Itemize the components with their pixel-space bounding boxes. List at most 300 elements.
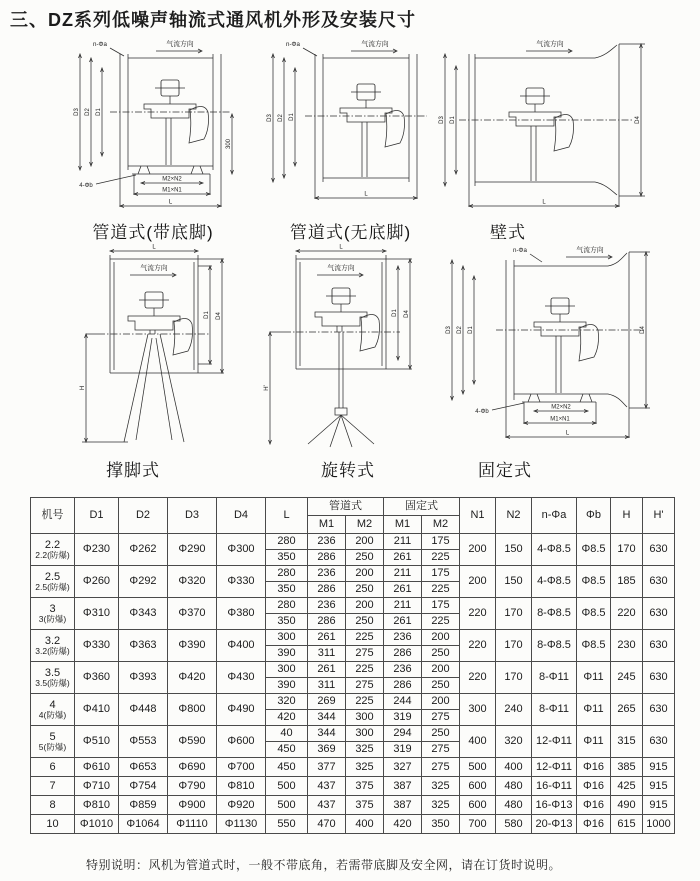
drawing-path — [608, 394, 627, 407]
duct-no-feet-drawing — [253, 36, 448, 216]
table-cell: 275 — [346, 678, 384, 694]
duct-with-feet-drawing — [58, 36, 248, 216]
diagram-duct-no-feet — [253, 36, 448, 243]
table-cell: 175 — [422, 534, 460, 550]
table-cell: Φ370 — [168, 598, 217, 630]
table-cell: 10 — [31, 815, 75, 834]
table-cell: Φ290 — [168, 534, 217, 566]
table-cell: 200 — [422, 630, 460, 646]
table-cell: Φ510 — [75, 726, 119, 758]
table-cell: 580 — [496, 815, 532, 834]
table-cell: 630 — [643, 662, 675, 694]
table-cell: 250 — [422, 646, 460, 662]
drawing-path — [360, 314, 380, 351]
table-cell: 244 — [384, 694, 422, 710]
dim-label: M2×N2 — [162, 176, 182, 183]
fixed-drawing — [438, 242, 696, 454]
drawing-line — [96, 175, 136, 184]
table-row — [31, 662, 675, 678]
table-cell: Φ8.5 — [577, 566, 611, 598]
dim-label: L — [339, 244, 343, 251]
table-cell: 400 — [346, 815, 384, 834]
table-cell: 550 — [266, 815, 308, 834]
table-cell: 275 — [422, 710, 460, 726]
table-cell: Φ810 — [75, 796, 119, 815]
table-cell: 350 — [266, 582, 308, 598]
table-cell: 200 — [422, 662, 460, 678]
dim-label: H — [80, 385, 86, 391]
table-cell: 250 — [346, 614, 384, 630]
table-cell: 286 — [308, 582, 346, 598]
table-cell: Φ16 — [577, 758, 611, 777]
table-cell: 350 — [266, 614, 308, 630]
dim-label: 4-Φb — [475, 409, 489, 415]
table-cell: 200 — [346, 566, 384, 582]
table-cell: 325 — [422, 796, 460, 815]
table-cell: 615 — [611, 815, 643, 834]
table-cell: 286 — [308, 550, 346, 566]
col-header-fixed-m1: M1 — [384, 516, 422, 534]
table-cell: 450 — [266, 742, 308, 758]
table-cell: 311 — [308, 646, 346, 662]
table-cell: 3 3(防爆) — [31, 598, 75, 630]
table-row — [31, 777, 675, 796]
table-body — [31, 534, 675, 834]
table-cell: Φ292 — [119, 566, 168, 598]
col-header-model: 机号 — [31, 498, 75, 534]
table-cell: 300 — [346, 726, 384, 742]
table-cell: Φ230 — [75, 534, 119, 566]
table-cell: 369 — [308, 742, 346, 758]
table-cell: Φ700 — [217, 758, 266, 777]
table-cell: 420 — [266, 710, 308, 726]
dim-label: D3 — [446, 326, 452, 334]
dim-label: n-Φa — [513, 247, 527, 254]
table-cell: Φ710 — [75, 777, 119, 796]
table-cell: 211 — [384, 598, 422, 614]
dim-label: D3 — [267, 114, 273, 122]
table-cell: Φ610 — [75, 758, 119, 777]
table-cell: 325 — [346, 742, 384, 758]
table-cell: 375 — [346, 777, 384, 796]
table-row — [31, 758, 675, 777]
table-cell: Φ16 — [577, 815, 611, 834]
table-cell: Φ262 — [119, 534, 168, 566]
table-cell: 390 — [266, 646, 308, 662]
table-cell: Φ11 — [577, 662, 611, 694]
drawing-line — [530, 254, 542, 262]
table-cell: 236 — [384, 662, 422, 678]
drawing-path — [315, 312, 367, 326]
table-cell: 236 — [384, 630, 422, 646]
table-cell: 300 — [266, 662, 308, 678]
dim-label: 气流方向 — [536, 41, 564, 48]
diagram-caption: 管道式(无底脚) — [289, 223, 412, 242]
table-cell: Φ810 — [217, 777, 266, 796]
support-leg-drawing — [58, 242, 248, 454]
stand-collar — [335, 408, 347, 415]
diagram-caption: 旋转式 — [321, 461, 375, 480]
col-header-na: n-Φa — [532, 498, 577, 534]
table-cell: 261 — [384, 550, 422, 566]
diagram-caption: 固定式 — [478, 461, 532, 480]
table-cell: 275 — [346, 646, 384, 662]
diagram-caption: 撑脚式 — [106, 461, 160, 480]
table-cell: Φ553 — [119, 726, 168, 758]
table-cell: Φ343 — [119, 598, 168, 630]
table-cell: 630 — [643, 726, 675, 758]
table-cell: 12-Φ11 — [532, 758, 577, 777]
table-cell: 630 — [643, 598, 675, 630]
dim-label: D1 — [392, 309, 398, 317]
dim-label: M2×N2 — [551, 404, 571, 411]
table-cell: Φ859 — [119, 796, 168, 815]
col-header-l: L — [266, 498, 308, 534]
table-cell: Φ360 — [75, 662, 119, 694]
table-cell: 170 — [496, 598, 532, 630]
table-cell: 300 — [460, 694, 496, 726]
table-cell: Φ590 — [168, 726, 217, 758]
table-cell: 240 — [496, 694, 532, 726]
dim-label: D2 — [278, 114, 284, 122]
dim-label: D1 — [450, 116, 456, 124]
table-cell: Φ1010 — [75, 815, 119, 834]
table-cell: 480 — [496, 796, 532, 815]
drawing-path — [534, 322, 586, 336]
table-cell: Φ430 — [217, 662, 266, 694]
table-cell: 236 — [308, 566, 346, 582]
table-cell: Φ400 — [217, 630, 266, 662]
table-cell: 3.2 3.2(防爆) — [31, 630, 75, 662]
col-header-fb: Φb — [577, 498, 611, 534]
table-cell: 220 — [611, 598, 643, 630]
table-cell: 261 — [384, 614, 422, 630]
table-cell: 327 — [384, 758, 422, 777]
table-cell: Φ653 — [119, 758, 168, 777]
table-cell: 225 — [346, 662, 384, 678]
table-cell: 350 — [266, 550, 308, 566]
table-cell: Φ600 — [217, 726, 266, 758]
diagram-rotary — [248, 242, 448, 481]
table-cell: 344 — [308, 710, 346, 726]
table-cell: 630 — [643, 694, 675, 726]
table-cell: 437 — [308, 777, 346, 796]
rotary-drawing — [248, 242, 448, 454]
table-cell: 500 — [266, 796, 308, 815]
diagram-duct-with-feet — [58, 36, 248, 243]
table-cell: 630 — [643, 534, 675, 566]
table-cell: 470 — [308, 815, 346, 834]
table-row — [31, 815, 675, 834]
drawing-line — [110, 48, 124, 56]
col-header-duct-m2: M2 — [346, 516, 384, 534]
drawing-path — [173, 318, 193, 355]
table-cell: Φ380 — [217, 598, 266, 630]
dim-label: D1 — [468, 326, 474, 334]
table-cell: 300 — [266, 630, 308, 646]
table-cell: 261 — [308, 630, 346, 646]
table-cell: Φ420 — [168, 662, 217, 694]
table-cell: 261 — [384, 582, 422, 598]
table-cell: 175 — [422, 566, 460, 582]
table-cell: 500 — [460, 758, 496, 777]
table-cell: 4 4(防爆) — [31, 694, 75, 726]
col-header-d4: D4 — [217, 498, 266, 534]
table-cell: 385 — [611, 758, 643, 777]
table-cell: 185 — [611, 566, 643, 598]
table-cell: 387 — [384, 796, 422, 815]
table-cell: Φ490 — [217, 694, 266, 726]
table-cell: 220 — [460, 662, 496, 694]
dim-label: 4-Φb — [79, 183, 93, 189]
table-cell: 236 — [308, 598, 346, 614]
table-cell: 425 — [611, 777, 643, 796]
table-cell: 294 — [384, 726, 422, 742]
table-cell: 225 — [346, 694, 384, 710]
table-cell: Φ8.5 — [577, 630, 611, 662]
table-cell: 286 — [384, 646, 422, 662]
table-cell: 319 — [384, 742, 422, 758]
table-cell: 600 — [460, 777, 496, 796]
table-row — [31, 598, 675, 614]
table-cell: 375 — [346, 796, 384, 815]
dim-label: L — [542, 199, 546, 206]
col-header-h2: H' — [643, 498, 675, 534]
table-cell: 200 — [346, 534, 384, 550]
diagram-support-leg — [58, 242, 248, 481]
dim-label: H' — [264, 385, 270, 391]
col-header-d3: D3 — [168, 498, 217, 534]
table-cell: 286 — [308, 614, 346, 630]
drawing-path — [138, 166, 203, 174]
table-cell: 250 — [422, 678, 460, 694]
table-cell: 220 — [460, 598, 496, 630]
table-cell: Φ1110 — [168, 815, 217, 834]
table-cell: 250 — [422, 726, 460, 742]
table-row — [31, 796, 675, 815]
table-cell: 325 — [346, 758, 384, 777]
drawing-path — [509, 112, 561, 126]
dim-label: D4 — [216, 312, 222, 320]
table-cell: Φ690 — [168, 758, 217, 777]
table-cell: 275 — [422, 742, 460, 758]
table-cell: 225 — [422, 614, 460, 630]
drawing-line — [492, 403, 524, 410]
table-cell: Φ410 — [75, 694, 119, 726]
table-cell: 236 — [308, 534, 346, 550]
table-cell: 377 — [308, 758, 346, 777]
dim-label: n-Φa — [93, 41, 107, 48]
table-cell: Φ754 — [119, 777, 168, 796]
table-cell: 275 — [422, 758, 460, 777]
drawing-path — [595, 182, 617, 195]
dim-label: D4 — [404, 310, 410, 318]
table-cell: 5 5(防爆) — [31, 726, 75, 758]
table-cell: Φ260 — [75, 566, 119, 598]
table-cell: 8 — [31, 796, 75, 815]
table-cell: Φ390 — [168, 630, 217, 662]
footnote: 特别说明：风机为管道式时，一般不带底角，若需带底脚及安全网，请在订货时说明。 — [86, 858, 562, 872]
table-cell: 315 — [611, 726, 643, 758]
dim-label: D1 — [96, 108, 102, 116]
dim-label: 300 — [226, 138, 232, 150]
table-cell: Φ448 — [119, 694, 168, 726]
table-cell: 915 — [643, 777, 675, 796]
table-cell: 2.5 2.5(防爆) — [31, 566, 75, 598]
table-cell: 8-Φ8.5 — [532, 630, 577, 662]
dim-label: L — [565, 430, 570, 437]
table-cell: 500 — [266, 777, 308, 796]
table-cell: 200 — [460, 566, 496, 598]
dim-label: D4 — [640, 326, 646, 334]
table-cell: 286 — [384, 678, 422, 694]
drawing-path — [608, 253, 627, 266]
drawing-path — [144, 104, 196, 118]
table-cell: 400 — [496, 758, 532, 777]
table-cell: 630 — [643, 566, 675, 598]
table-cell: 150 — [496, 566, 532, 598]
table-cell: 16-Φ11 — [532, 777, 577, 796]
table-cell: 480 — [496, 777, 532, 796]
table-cell: 437 — [308, 796, 346, 815]
dim-label: L — [152, 244, 156, 251]
dim-label: L — [364, 191, 368, 198]
table-cell: 4-Φ8.5 — [532, 566, 577, 598]
table-cell: 170 — [496, 662, 532, 694]
table-cell: Φ8.5 — [577, 598, 611, 630]
dim-label: L — [168, 199, 173, 206]
table-cell: 8-Φ11 — [532, 662, 577, 694]
wall-type-drawing — [435, 36, 700, 216]
table-row — [31, 534, 675, 550]
table-cell: 400 — [460, 726, 496, 758]
table-cell: 170 — [496, 630, 532, 662]
col-header-h: H — [611, 498, 643, 534]
diagram-caption: 壁式 — [490, 223, 526, 242]
table-cell: Φ310 — [75, 598, 119, 630]
dim-label: M1×N1 — [162, 187, 182, 194]
diagram-wall-type — [435, 36, 700, 243]
table-cell: 225 — [422, 550, 460, 566]
dim-label: 气流方向 — [576, 247, 604, 254]
dim-label: 气流方向 — [361, 41, 389, 48]
table-cell: 390 — [266, 678, 308, 694]
table-cell: 319 — [384, 710, 422, 726]
table-cell: 915 — [643, 758, 675, 777]
table-cell: 350 — [422, 815, 460, 834]
table-cell: Φ1064 — [119, 815, 168, 834]
table-cell: Φ330 — [75, 630, 119, 662]
table-cell: 250 — [346, 550, 384, 566]
dim-label: D1 — [204, 311, 210, 319]
table-cell: Φ11 — [577, 726, 611, 758]
table-cell: 2.2 2.2(防爆) — [31, 534, 75, 566]
table-cell: 250 — [346, 582, 384, 598]
table-cell: 8-Φ11 — [532, 694, 577, 726]
dim-label: 气流方向 — [166, 41, 194, 48]
dim-label: M1×N1 — [550, 416, 570, 423]
table-row — [31, 566, 675, 582]
table-cell: Φ1130 — [217, 815, 266, 834]
dim-label: D3 — [439, 116, 445, 124]
table-cell: 40 — [266, 726, 308, 742]
page-title: 三、DZ系列低噪声轴流式通风机外形及安装尺寸 — [10, 10, 416, 30]
table-cell: 320 — [266, 694, 308, 710]
col-group-fixed: 固定式 — [384, 498, 460, 516]
table-cell: 320 — [496, 726, 532, 758]
dim-label: 气流方向 — [327, 265, 355, 272]
table-cell: Φ16 — [577, 777, 611, 796]
table-cell: 3.5 3.5(防爆) — [31, 662, 75, 694]
dim-label: D3 — [74, 108, 80, 116]
table-cell: 211 — [384, 566, 422, 582]
table-cell: 225 — [346, 630, 384, 646]
table-cell: 915 — [643, 796, 675, 815]
diagram-caption: 管道式(带底脚) — [92, 223, 214, 242]
table-cell: 20-Φ13 — [532, 815, 577, 834]
table-cell: Φ320 — [168, 566, 217, 598]
table-cell: 261 — [308, 662, 346, 678]
table-cell: 450 — [266, 758, 308, 777]
table-cell: 269 — [308, 694, 346, 710]
table-cell: 280 — [266, 534, 308, 550]
table-cell: 420 — [384, 815, 422, 834]
table-cell: Φ8.5 — [577, 534, 611, 566]
table-cell: 265 — [611, 694, 643, 726]
drawing-path — [595, 45, 617, 58]
col-header-duct-m1: M1 — [308, 516, 346, 534]
dimension-table — [30, 497, 675, 834]
table-cell: Φ393 — [119, 662, 168, 694]
table-cell: 280 — [266, 566, 308, 582]
dim-label: D2 — [85, 108, 91, 116]
table-cell: 175 — [422, 598, 460, 614]
table-cell: 200 — [460, 534, 496, 566]
table-cell: 700 — [460, 815, 496, 834]
table-cell: 200 — [346, 598, 384, 614]
table-cell: Φ16 — [577, 796, 611, 815]
dimension-table-wrapper — [30, 497, 675, 834]
table-cell: 344 — [308, 726, 346, 742]
table-cell: 6 — [31, 758, 75, 777]
col-group-duct: 管道式 — [308, 498, 384, 516]
table-cell: 7 — [31, 777, 75, 796]
dim-label: D1 — [289, 113, 295, 121]
table-cell: 490 — [611, 796, 643, 815]
table-row — [31, 694, 675, 710]
col-header-d2: D2 — [119, 498, 168, 534]
table-cell: 630 — [643, 630, 675, 662]
table-cell: 8-Φ8.5 — [532, 598, 577, 630]
dim-label: 气流方向 — [140, 265, 168, 272]
table-cell: 170 — [611, 534, 643, 566]
table-cell: Φ11 — [577, 694, 611, 726]
col-header-n1: N1 — [460, 498, 496, 534]
table-cell: 4-Φ8.5 — [532, 534, 577, 566]
table-cell: 16-Φ13 — [532, 796, 577, 815]
drawing-path — [528, 394, 592, 402]
table-cell: Φ800 — [168, 694, 217, 726]
dim-label: n-Φa — [286, 41, 300, 48]
table-cell: 280 — [266, 598, 308, 614]
drawing-path — [128, 316, 180, 330]
table-row — [31, 726, 675, 742]
table-cell: Φ363 — [119, 630, 168, 662]
table-cell: 225 — [422, 582, 460, 598]
table-cell: 387 — [384, 777, 422, 796]
table-cell: 325 — [422, 777, 460, 796]
table-cell: Φ790 — [168, 777, 217, 796]
